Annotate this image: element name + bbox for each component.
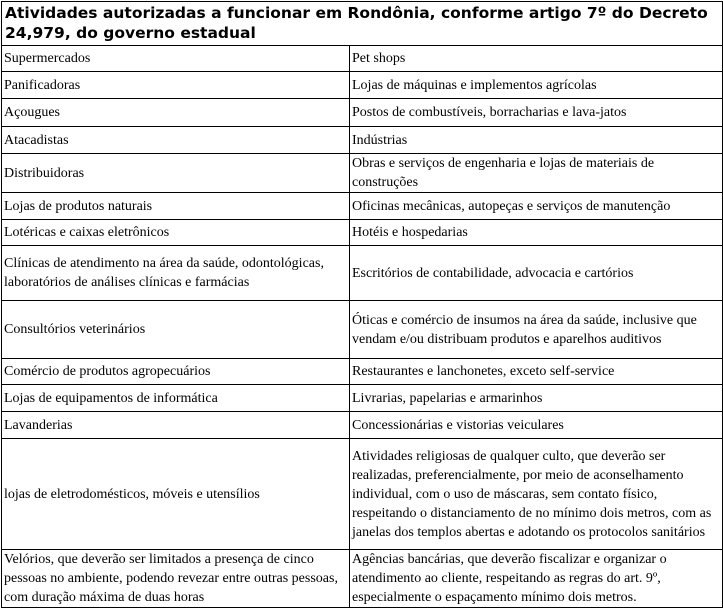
table-row bbox=[2, 359, 723, 385]
table-title: Atividades autorizadas a funcionar em Rondônia, conforme artigo 7º do Decreto 24,979, do governo estadual bbox=[2, 2, 723, 46]
table-row bbox=[2, 127, 723, 154]
table-cell-right: Atividades religiosas de qualquer culto, que deverão ser realizadas, preferencialmente, por meio de aconselhamento individual, com o uso de máscaras, sem contato físico, respeitando o distanciamento de no mínimo dois metros, com as janelas dos templos abertas e adotando os protocolos sanitários bbox=[350, 439, 723, 550]
table-cell-right: Lojas de máquinas e implementos agrícolas bbox=[350, 72, 723, 99]
table-row bbox=[2, 301, 723, 359]
table-row bbox=[2, 550, 723, 608]
table-cell-left: Lotéricas e caixas eletrônicos bbox=[2, 220, 350, 246]
table-row bbox=[2, 220, 723, 246]
table-cell-right: Concessionárias e vistorias veiculares bbox=[350, 412, 723, 439]
activities-table bbox=[1, 1, 723, 608]
table-body bbox=[2, 46, 723, 608]
table-row bbox=[2, 99, 723, 127]
table-row bbox=[2, 46, 723, 72]
table-cell-left: Lavanderias bbox=[2, 412, 350, 439]
table-cell-left: Velórios, que deverão ser limitados a presença de cinco pessoas no ambiente, podendo revezar entre outras pessoas, com duração máxima de duas horas bbox=[2, 550, 350, 608]
table-cell-left: Lojas de equipamentos de informática bbox=[2, 385, 350, 412]
table-cell-right: Hotéis e hospedarias bbox=[350, 220, 723, 246]
table-row bbox=[2, 72, 723, 99]
table-cell-right: Livrarias, papelarias e armarinhos bbox=[350, 385, 723, 412]
table-cell-left: Lojas de produtos naturais bbox=[2, 193, 350, 220]
table-cell-right: Pet shops bbox=[350, 46, 723, 72]
table-cell-right: Agências bancárias, que deverão fiscalizar e organizar o atendimento ao cliente, respeitando as regras do art. 9º, especialmente o espaçamento mínimo dois metros. bbox=[350, 550, 723, 608]
table-row bbox=[2, 154, 723, 193]
table-cell-left: Supermercados bbox=[2, 46, 350, 72]
table-cell-left: Consultórios veterinários bbox=[2, 301, 350, 359]
table-cell-right: Óticas e comércio de insumos na área da saúde, inclusive que vendam e/ou distribuam produtos e aparelhos auditivos bbox=[350, 301, 723, 359]
table-cell-right: Restaurantes e lanchonetes, exceto self-service bbox=[350, 359, 723, 385]
table-row bbox=[2, 246, 723, 301]
table-cell-left: Clínicas de atendimento na área da saúde, odontológicas, laboratórios de análises clínicas e farmácias bbox=[2, 246, 350, 301]
table-cell-left: lojas de eletrodomésticos, móveis e utensílios bbox=[2, 439, 350, 550]
table-cell-right: Indústrias bbox=[350, 127, 723, 154]
table-cell-right: Postos de combustíveis, borracharias e lava-jatos bbox=[350, 99, 723, 127]
table-cell-right: Obras e serviços de engenharia e lojas de materiais de construções bbox=[350, 154, 723, 193]
table-header-row bbox=[2, 2, 723, 46]
table-cell-left: Panificadoras bbox=[2, 72, 350, 99]
table-row bbox=[2, 439, 723, 550]
table-cell-right: Oficinas mecânicas, autopeças e serviços de manutenção bbox=[350, 193, 723, 220]
table-row bbox=[2, 385, 723, 412]
table-cell-left: Atacadistas bbox=[2, 127, 350, 154]
table-row bbox=[2, 193, 723, 220]
table-cell-right: Escritórios de contabilidade, advocacia e cartórios bbox=[350, 246, 723, 301]
table-cell-left: Açougues bbox=[2, 99, 350, 127]
table-cell-left: Comércio de produtos agropecuários bbox=[2, 359, 350, 385]
table-cell-left: Distribuidoras bbox=[2, 154, 350, 193]
table-row bbox=[2, 412, 723, 439]
